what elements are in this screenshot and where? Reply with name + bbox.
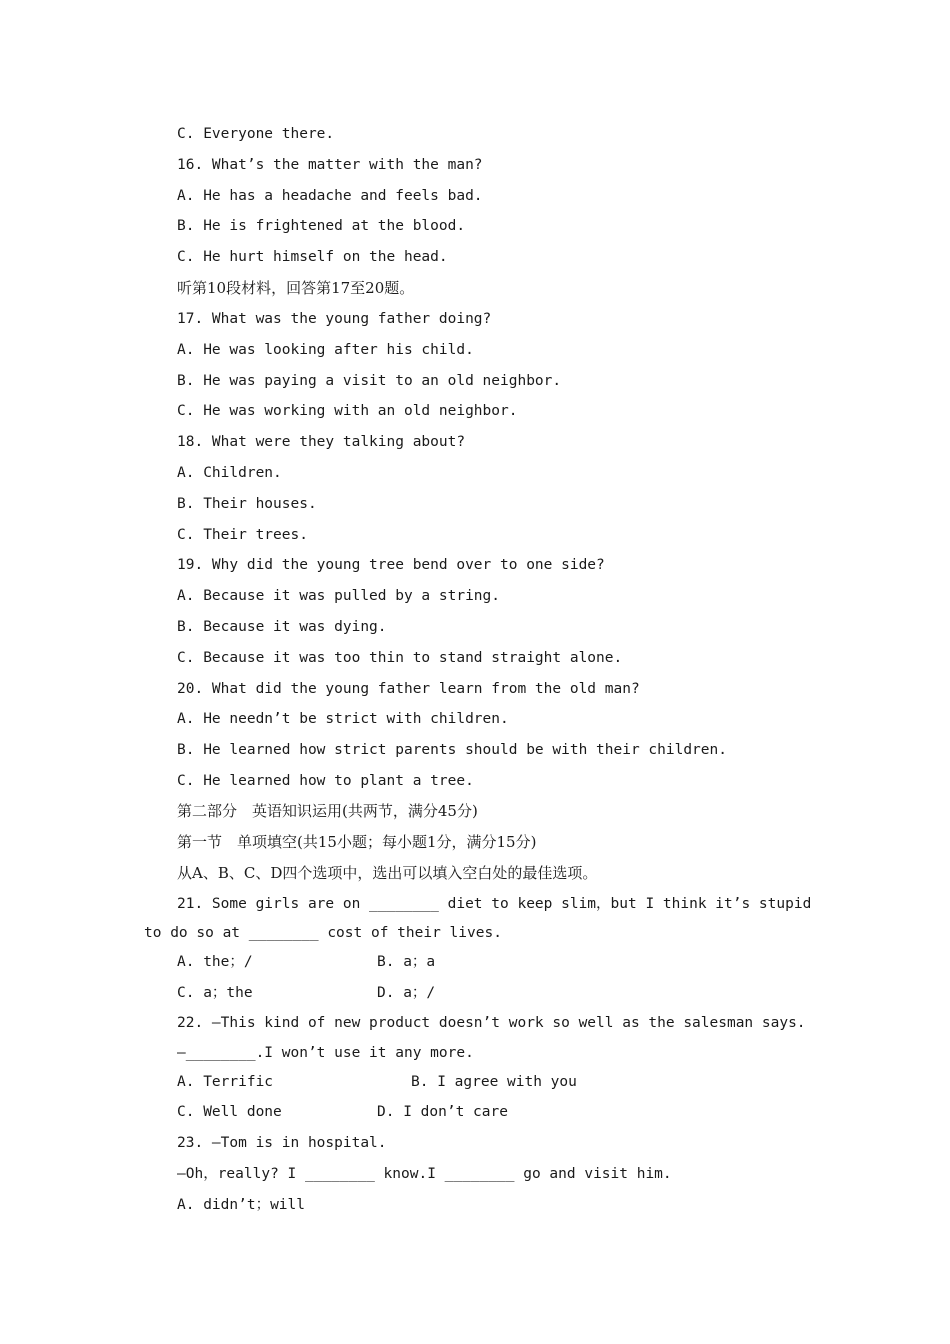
q22-option-b: B. I agree with you (411, 1074, 577, 1090)
section-one-instruction: 从A、B、C、D四个选项中，选出可以填入空白处的最佳选项。 (177, 864, 598, 882)
q15-option-c: C. Everyone there. (177, 126, 335, 142)
section-one-heading: 第一节 单项填空(共15小题；每小题1分，满分15分) (177, 833, 537, 851)
q20-option-b: B. He learned how strict parents should be with their children. (177, 742, 727, 758)
q21-option-c: C. a；the (177, 985, 253, 1001)
q22-question: 22. —This kind of new product doesn’t work so well as the salesman says. (177, 1015, 806, 1031)
q18-option-a: A. Children. (177, 465, 282, 481)
q23-option-a: A. didn’t；will (177, 1197, 305, 1213)
q16-option-a: A. He has a headache and feels bad. (177, 188, 483, 204)
q22-option-c: C. Well done (177, 1104, 282, 1120)
q22-option-a: A. Terrific (177, 1074, 274, 1090)
q19-option-b: B. Because it was dying. (177, 619, 387, 635)
q20-option-a: A. He needn’t be strict with children. (177, 711, 509, 727)
q17-option-a: A. He was looking after his child. (177, 342, 474, 358)
section-instruction-10: 听第10段材料，回答第17至20题。 (177, 279, 415, 297)
q21-option-d: D. a；/ (377, 985, 436, 1001)
q18-option-b: B. Their houses. (177, 496, 317, 512)
q22-option-d: D. I don’t care (377, 1104, 508, 1120)
q21-question-cont: to do so at ________ cost of their lives. (144, 925, 502, 941)
q21-option-a: A. the；/ (177, 954, 253, 970)
q19-option-a: A. Because it was pulled by a string. (177, 588, 501, 604)
q23-question: 23. —Tom is in hospital. (177, 1135, 387, 1151)
q22-response: —________.I won’t use it any more. (177, 1045, 474, 1061)
q16-question: 16. What’s the matter with the man? (177, 157, 483, 173)
q16-option-c: C. He hurt himself on the head. (177, 249, 448, 265)
q19-option-c: C. Because it was too thin to stand straight alone. (177, 650, 623, 666)
part-two-heading: 第二部分 英语知识运用(共两节，满分45分) (177, 802, 478, 820)
q16-option-b: B. He is frightened at the blood. (177, 218, 466, 234)
q17-question: 17. What was the young father doing? (177, 311, 492, 327)
q21-question: 21. Some girls are on ________ diet to keep slim，but I think it’s stupid (177, 896, 812, 912)
q23-response: —Oh，really? I ________ know.I ________ go and visit him. (177, 1166, 672, 1182)
q18-option-c: C. Their trees. (177, 527, 308, 543)
q18-question: 18. What were they talking about? (177, 434, 466, 450)
q17-option-c: C. He was working with an old neighbor. (177, 403, 518, 419)
q19-question: 19. Why did the young tree bend over to one side? (177, 557, 605, 573)
q17-option-b: B. He was paying a visit to an old neighbor. (177, 373, 562, 389)
q20-option-c: C. He learned how to plant a tree. (177, 773, 474, 789)
q20-question: 20. What did the young father learn from the old man? (177, 681, 640, 697)
q21-option-b: B. a；a (377, 954, 436, 970)
